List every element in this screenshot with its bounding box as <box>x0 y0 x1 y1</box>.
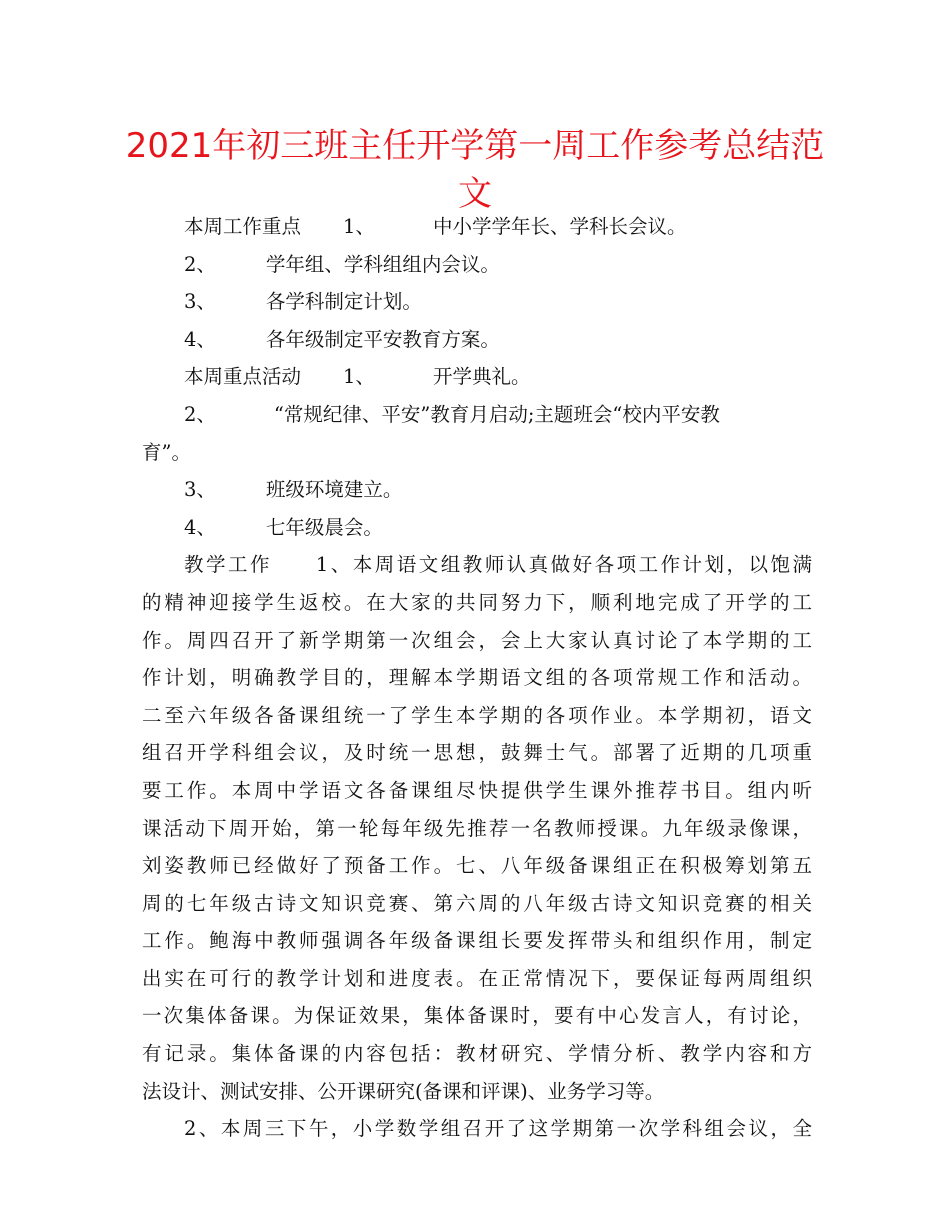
paragraph-line: 二至六年级各备课组统一了学生本学期的各项作业。本学期初，语文 <box>142 703 812 727</box>
paragraph-line: 作。周四召开了新学期第一次组会，会上大家认真讨论了本学期的工 <box>142 628 812 652</box>
title-line-2: 文 <box>458 174 492 214</box>
text-line <box>142 509 812 547</box>
text-line <box>142 321 812 359</box>
section-label: 本周重点活动 <box>184 365 302 389</box>
paragraph-line: 组召开学科组会议，及时统一思想，鼓舞士气。部署了近期的几项重 <box>142 741 812 765</box>
title-line-1: 2021年初三班主任开学第一周工作参考总结范 <box>125 126 825 166</box>
item-text: 育”。 <box>142 440 191 464</box>
item-text: 班级环境建立。 <box>265 478 403 502</box>
paragraph-line: 要工作。本周中学语文各备课组尽快提供学生课外推荐书目。组内听 <box>142 778 812 802</box>
item-text: 学年组、学科组组内会议。 <box>265 252 500 276</box>
item-number: 4、 <box>184 327 216 351</box>
paragraph-line: 一次集体备课。为保证效果，集体备课时，要有中心发言人，有讨论， <box>142 1004 812 1028</box>
item-text: 中小学学年长、学科长会议。 <box>432 215 687 238</box>
paragraph-line: 刘姿教师已经做好了预备工作。七、八年级备课组正在积极筹划第五 <box>142 854 812 878</box>
text-line <box>142 358 812 396</box>
paragraph-line: 教学工作 1、本周语文组教师认真做好各项工作计划，以饱满 <box>184 553 812 577</box>
item-number: 4、 <box>184 515 216 539</box>
text-line <box>142 283 812 321</box>
document-body <box>142 208 812 1148</box>
item-number: 2、 <box>184 252 216 276</box>
item-text: 各学科制定计划。 <box>265 290 422 314</box>
item-text: 开学典礼。 <box>432 365 531 389</box>
text-line <box>142 471 812 509</box>
paragraph-line: 作计划，明确教学目的，理解本学期语文组的各项常规工作和活动。 <box>142 666 812 690</box>
text-line <box>142 396 812 434</box>
item-number: 2、 <box>184 402 216 426</box>
paragraph-line: 周的七年级古诗文知识竞赛、第六周的八年级古诗文知识竞赛的相关 <box>142 891 812 915</box>
item-text: 七年级晨会。 <box>265 515 383 539</box>
text-line <box>142 434 812 472</box>
item-number: 3、 <box>184 290 216 314</box>
paragraph-line: 2、本周三下午，小学数学组召开了这学期第一次学科组会议，全 <box>184 1117 812 1141</box>
paragraph-line: 的精神迎接学生返校。在大家的共同努力下，顺利地完成了开学的工 <box>142 590 812 614</box>
paragraph-line: 出实在可行的教学计划和进度表。在正常情况下，要保证每两周组织 <box>142 966 812 990</box>
text-line <box>142 208 812 246</box>
paragraph-line: 工作。鲍海中教师强调各年级备课组长要发挥带头和组织作用，制定 <box>142 929 812 953</box>
paragraph-line: 课活动下周开始，第一轮每年级先推荐一名教师授课。九年级录像课， <box>142 816 812 840</box>
item-number: 1、 <box>343 365 375 389</box>
item-text: “常规纪律、平安”教育月启动;主题班会“校内平安教 <box>273 402 720 426</box>
section-label: 本周工作重点 <box>184 215 302 238</box>
paragraph-line: 有记录。集体备课的内容包括：教材研究、学情分析、教学内容和方 <box>142 1042 812 1066</box>
text-line <box>142 246 812 284</box>
item-number: 3、 <box>184 478 216 502</box>
paragraph-line: 法设计、测试安排、公开课研究(备课和评课)、业务学习等。 <box>142 1079 665 1103</box>
item-text: 各年级制定平安教育方案。 <box>265 327 500 351</box>
item-number: 1、 <box>343 215 375 238</box>
document-title <box>120 122 830 218</box>
